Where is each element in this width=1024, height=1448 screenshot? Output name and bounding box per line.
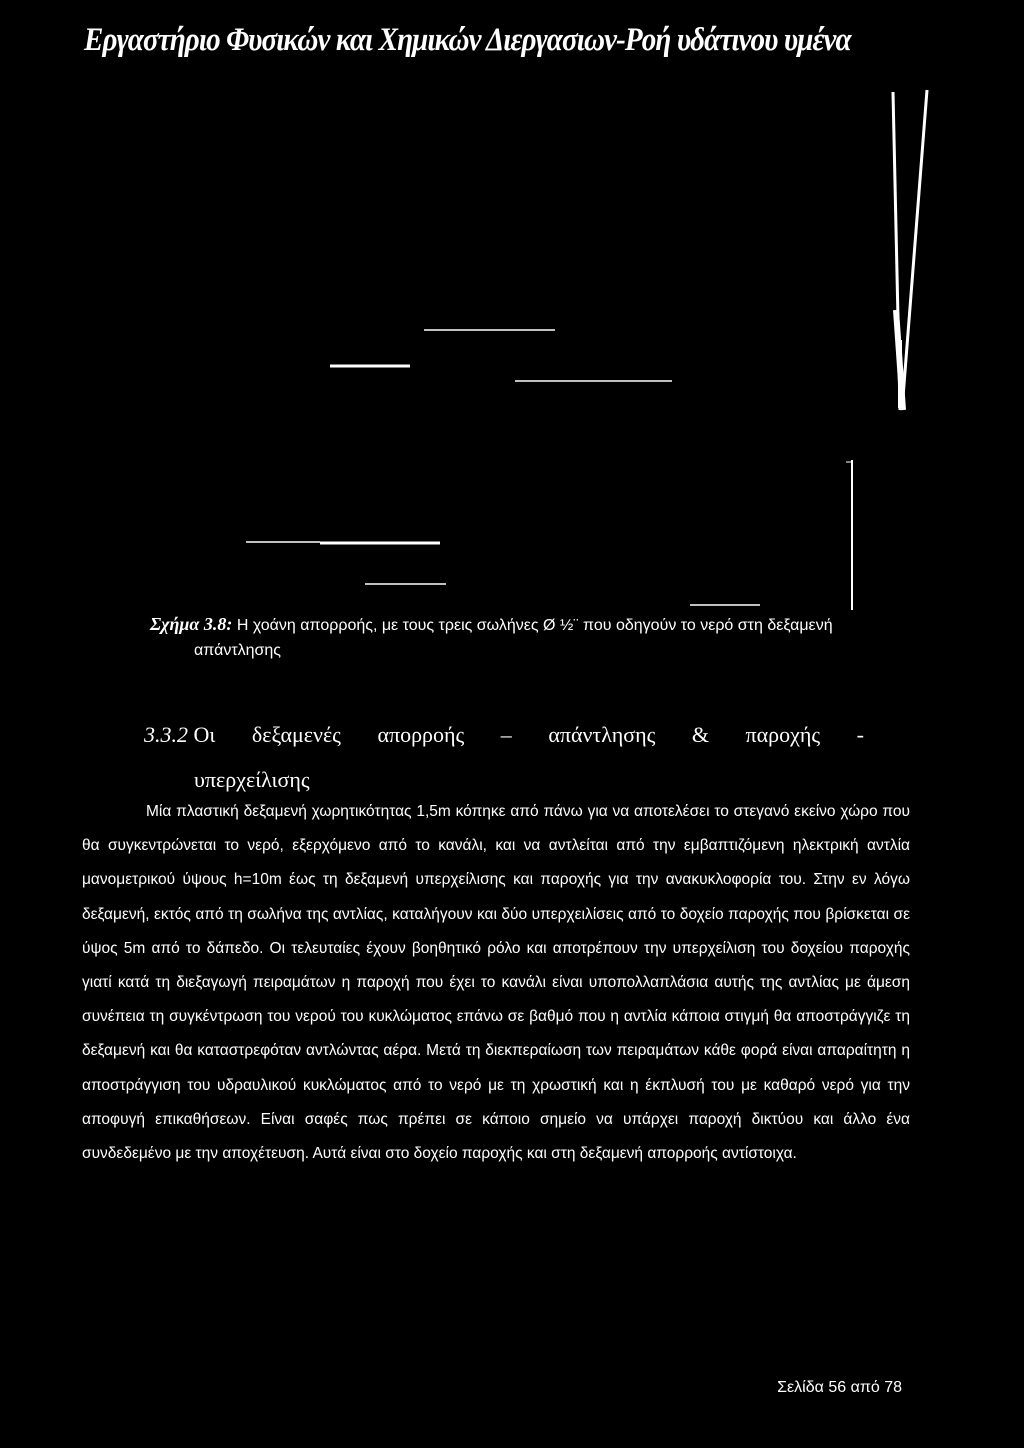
heading-word: απάντλησης [548,722,656,747]
horizontal-edges [246,330,760,605]
heading-word: - [856,722,864,747]
caption-label: Σχήμα 3.8: [150,614,233,634]
heading-number-and-word [144,712,215,757]
figure-caption [150,612,910,663]
section-heading [144,712,864,802]
heading-word: δεξαμενές [251,722,341,747]
pipe-vertical-lower [846,460,852,610]
figure-photo [0,80,1024,610]
page-header [84,22,851,59]
caption-text-line2: απάντλησης [194,642,282,659]
page-number: Σελίδα 56 από 78 [777,1379,902,1396]
heading-word: Οι [193,722,216,747]
heading-line2: υπερχείλισης [194,767,310,792]
pipe-vertical-right [893,90,927,410]
figure-image [0,80,1024,610]
heading-word: απορροής [377,722,465,747]
caption-text: Η χοάνη απορροής, με τους τρεις σωλήνες Ø ½¨ που οδηγούν το νερό στη δεξαμενή [236,617,833,634]
heading-word: & [691,722,709,747]
section-number: 3.3.2 [144,722,188,747]
header-title: Εργαστήριο Φυσικών και Χημικών Διεργασιων-Ροή υδάτινου υμένα [84,22,851,58]
heading-word: – [500,722,512,747]
heading-word: παροχής [745,722,821,747]
body-paragraph: Μία πλαστική δεξαμενή χωρητικότητας 1,5m κόπηκε από πάνω για να αποτελέσει το στεγανό εκείνο χώρο που θα συγκεντρώνεται το νερό, εξερχόμενο από το κανάλι, και να αντλείται από την εμβαπτιζόμενη ηλεκτρική αντλία μανομετρικού ύψους h=10m έως τη δεξαμενή υπερχείλισης και παροχής για την ανακυκλοφορία του. Στην εν λόγω δεξαμενή, εκτός από τη σωλήνα της αντλίας, καταλήγουν και δύο υπερχειλίσεις από το δοχείο παροχής που βρίσκεται σε ύψος 5m από το δάπεδο. Οι τελευταίες έχουν βοηθητικό ρόλο και αποτρέπουν την υπερχείλιση του δοχείου παροχής γιατί κατά τη διεξαγωγή πειραμάτων η παροχή που έχει το κανάλι είναι υποπολλαπλάσια αυτής της αντλίας με άμεση συνέπεια τη συγκέντρωση του νερού του κυκλώματος επάνω σε βαθμό που η αντλία κάποια στιγμή θα αποστράγγιζε τη δεξαμενή και θα καταστρεφόταν αντλώντας αέρα. Μετά τη διεκπεραίωση των πειραμάτων κάθε φορά είναι απαραίτητη η αποστράγγιση του υδραυλικού κυκλώματος από το νερό με τη χρωστική και η έκπλυσή του με καθαρό νερό για την αποφυγή επικαθήσεων. Είναι σαφές πως πρέπει σε κάποιο σημείο να υπάρχει παροχή δικτύου και άλλο ένα συνδεδεμένο με την αποχέτευση. Αυτά είναι στο δοχείο παροχής και στη δεξαμενή απορροής αντίστοιχα. [82,803,910,1163]
